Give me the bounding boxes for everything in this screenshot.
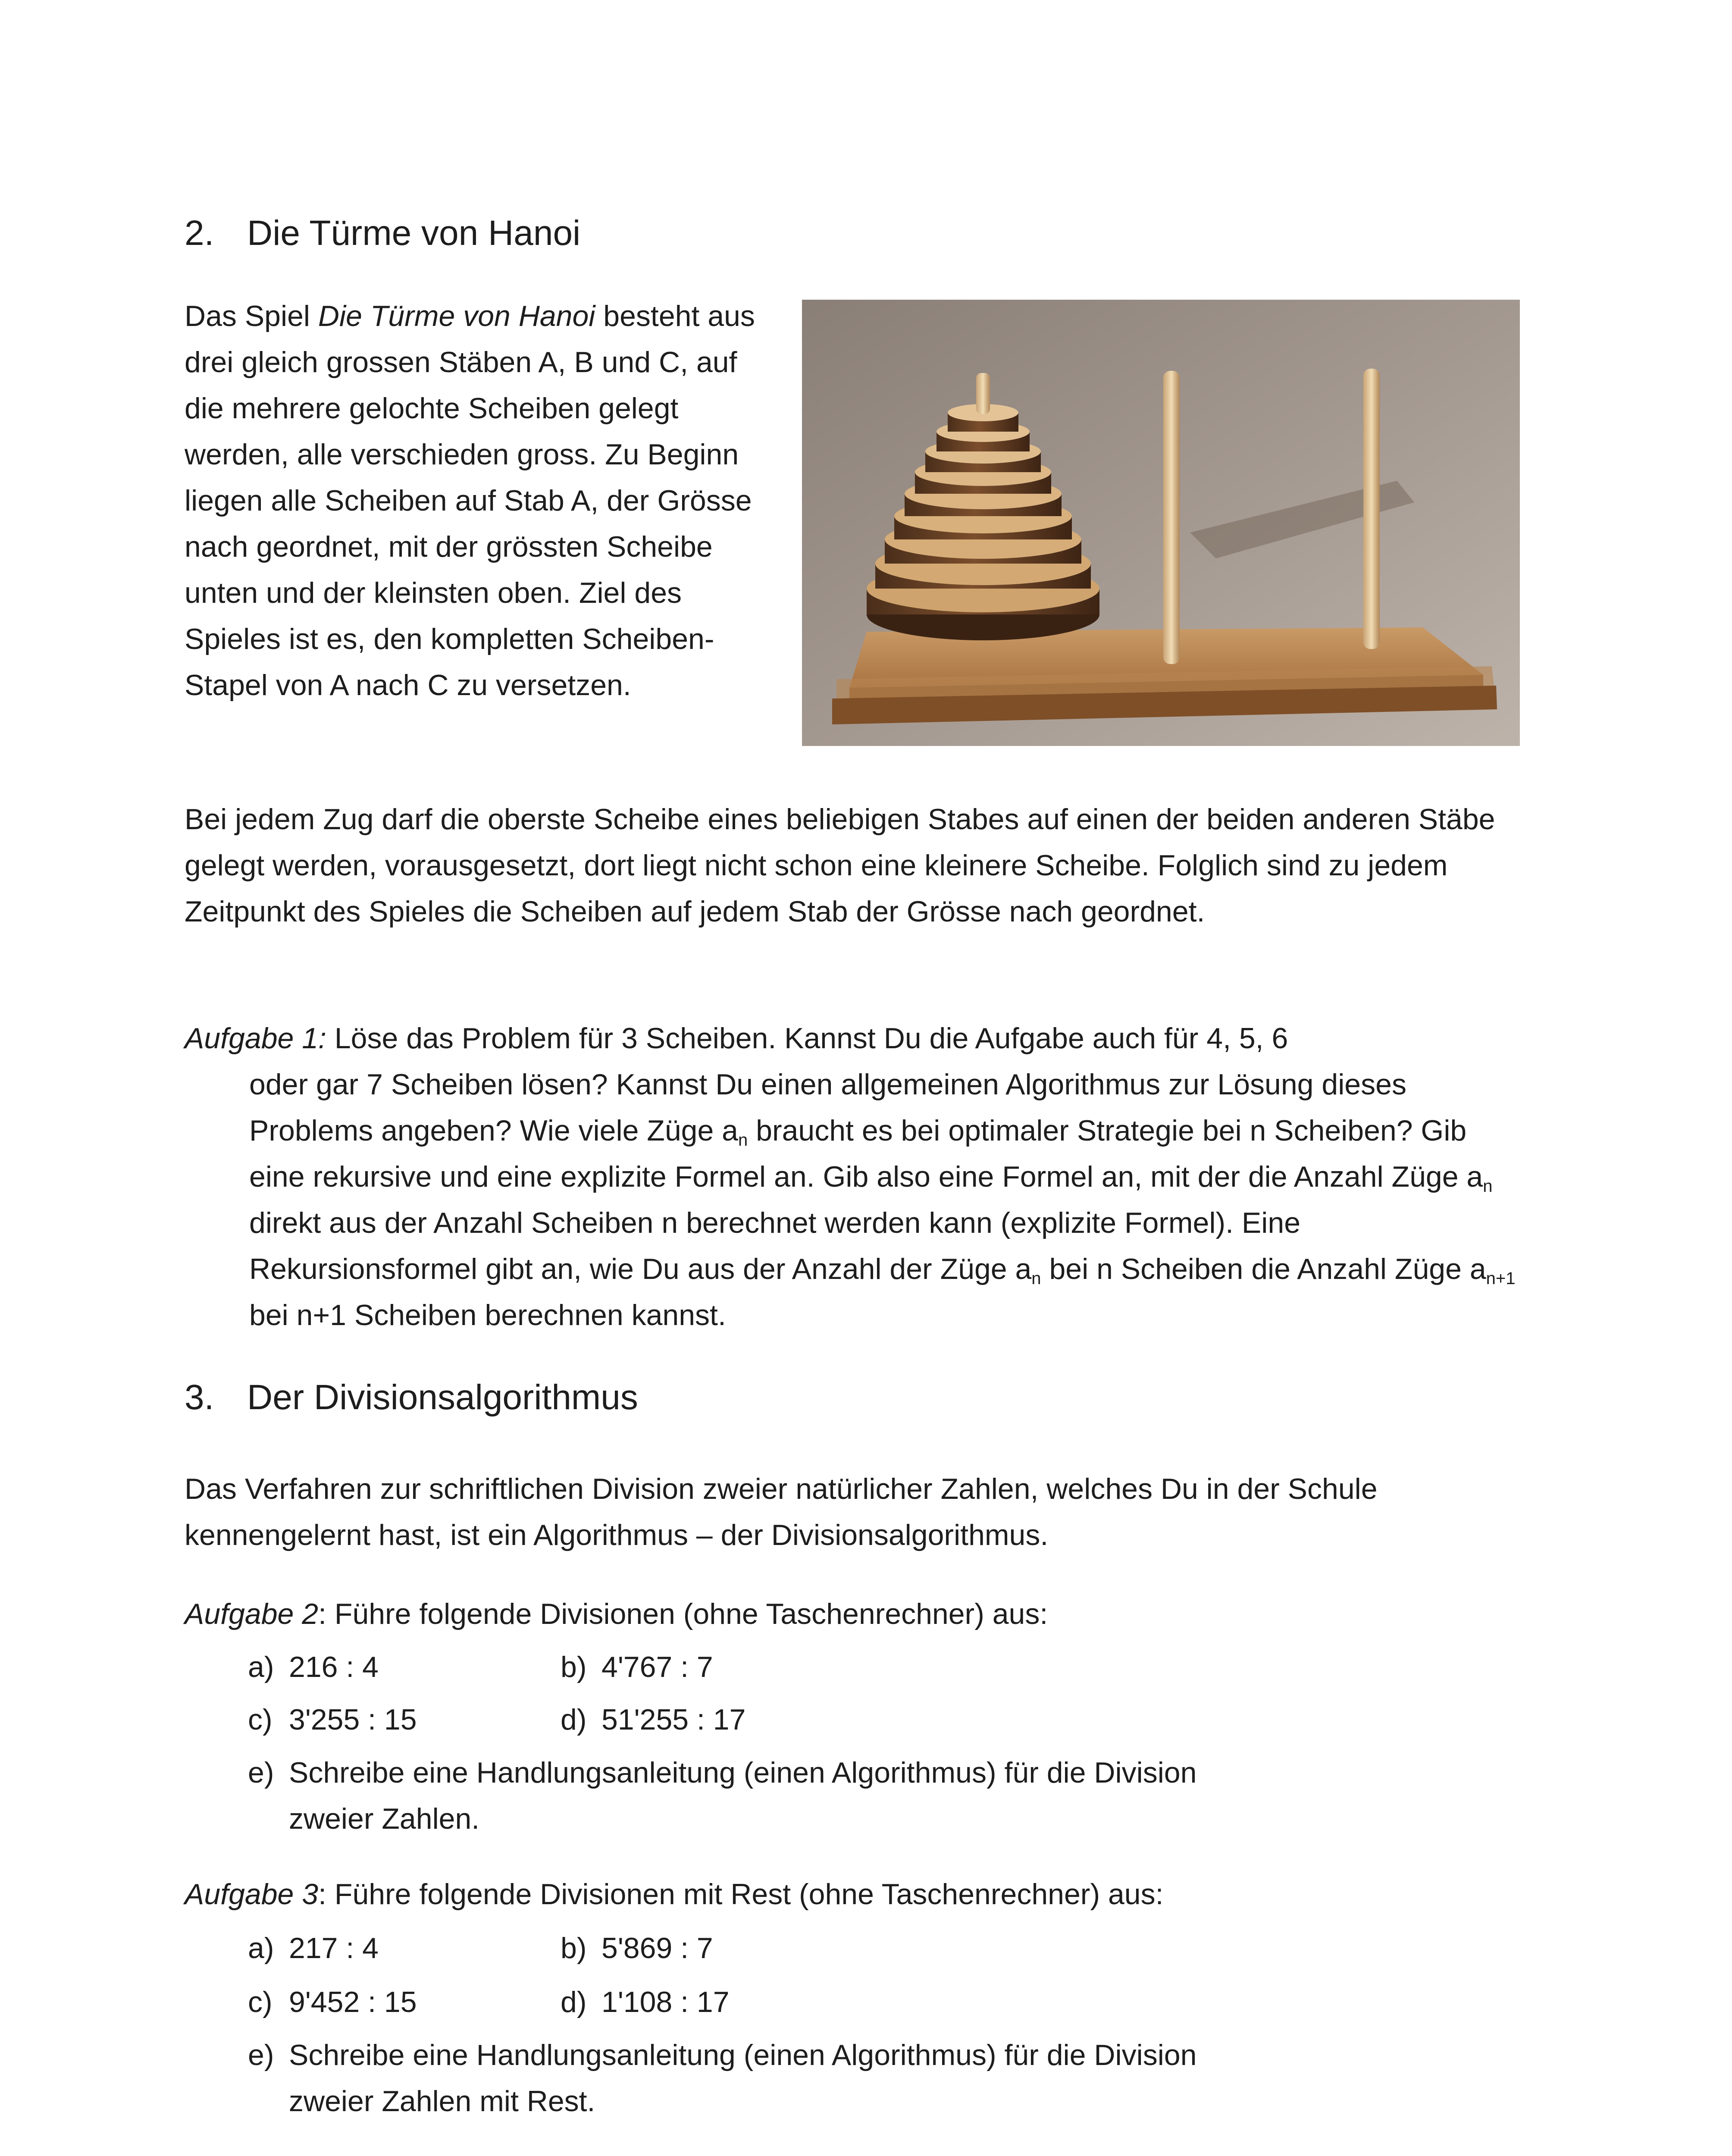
task-2-heading xyxy=(185,1591,1048,1637)
task-2-item-e xyxy=(248,1750,1196,1796)
item-label: d) xyxy=(561,1986,587,2018)
task-3-item-e xyxy=(248,2032,1196,2078)
item-label: b) xyxy=(561,1932,587,1965)
section-3-number: 3. xyxy=(185,1378,214,1417)
item-value: 5'869 : 7 xyxy=(601,1932,713,1965)
task-1-sub-n-3: n xyxy=(1031,1269,1041,1288)
task-1-label: Aufgabe 1: xyxy=(185,1022,326,1055)
task-1-continuation xyxy=(185,1062,1521,1338)
task-3-item-b xyxy=(561,1925,713,1971)
task-1 xyxy=(185,1015,1521,1338)
division-intro-paragraph: Das Verfahren zur schriftlichen Division zweier natürlicher Zahlen, welches Du in der Schule kennengelernt hast, ist ein Algorithmus – der Divisionsalgorithmus. xyxy=(185,1473,1378,1551)
task-3-heading xyxy=(185,1871,1164,1918)
task-3-item-d xyxy=(561,1979,730,2025)
intro-game-name: Die Türme von Hanoi xyxy=(318,300,595,332)
section-2-title: Die Türme von Hanoi xyxy=(247,213,581,253)
task-1-text-4: bei n Scheiben die Anzahl Züge a xyxy=(1041,1253,1486,1285)
hanoi-rules-paragraph: Bei jedem Zug darf die oberste Scheibe eines beliebigen Stabes auf einen der beiden anderen Stäbe gelegt werden, vorausgesetzt, dort liegt nicht schon eine kleinere Scheibe. Folglich sind zu jedem Zeitpunkt des Spieles die Scheiben auf jedem Stab der Grösse nach geordnet. xyxy=(185,803,1495,928)
task-1-sub-n-2: n xyxy=(1483,1177,1493,1196)
task-1-text-1: oder gar 7 Scheiben lösen? Kannst Du einen allgemeinen Algorithmus zur Lösung dieses Problems angeben? Wie viele Züge a xyxy=(249,1068,1406,1147)
task-3-label: Aufgabe 3 xyxy=(185,1878,319,1911)
item-label: a) xyxy=(248,1932,274,1965)
item-value: Schreibe eine Handlungsanleitung (einen Algorithmus) für die Division xyxy=(289,2039,1197,2071)
item-label: e) xyxy=(248,1756,274,1789)
task-1-sub-n-plus-1: n+1 xyxy=(1486,1269,1516,1288)
task-2-item-b xyxy=(561,1644,713,1690)
task-3-item-c xyxy=(248,1979,417,2025)
task-3-item-e-cont: zweier Zahlen mit Rest. xyxy=(289,2085,595,2118)
item-value: 9'452 : 15 xyxy=(289,1986,417,2018)
hanoi-intro-paragraph xyxy=(185,293,758,708)
task-3-text: : Führe folgende Divisionen mit Rest (ohne Taschenrechner) aus: xyxy=(318,1878,1164,1911)
item-value: 3'255 : 15 xyxy=(289,1703,417,1736)
item-value: 216 : 4 xyxy=(289,1651,379,1683)
task-2-item-a xyxy=(248,1644,379,1690)
item-label: c) xyxy=(248,1986,272,2018)
item-value: 51'255 : 17 xyxy=(601,1703,746,1736)
item-value: 217 : 4 xyxy=(289,1932,379,1965)
task-3-item-a xyxy=(248,1925,379,1971)
task-1-text-5: bei n+1 Scheiben berechnen kannst. xyxy=(249,1299,726,1332)
task-1-line1: Löse das Problem für 3 Scheiben. Kannst Du die Aufgabe auch für 4, 5, 6 xyxy=(326,1022,1288,1055)
item-label: e) xyxy=(248,2039,274,2071)
item-value: 1'108 : 17 xyxy=(601,1986,730,2018)
task-1-sub-n-1: n xyxy=(738,1131,748,1150)
task-1-text-2: braucht es bei optimaler Strategie bei n Scheiben? Gib eine rekursive und eine explizite Formel an. Gib also eine Formel an, mit der die Anzahl Züge a xyxy=(249,1114,1483,1193)
intro-text-pre: Das Spiel xyxy=(185,300,318,332)
item-label: c) xyxy=(248,1703,272,1736)
task-2-label: Aufgabe 2 xyxy=(185,1598,319,1630)
intro-text-post: besteht aus drei gleich grossen Stäben A, B und C, auf die mehrere gelochte Scheiben gelegt werden, alle verschieden gross. Zu Beginn liegen alle Scheiben auf Stab A, der Grösse nach geordnet, mit der grössten Scheibe unten und der kleinsten oben. Ziel des Spieles ist es, den kompletten Scheiben-Stapel von A nach C zu versetzen. xyxy=(185,300,755,702)
section-3-heading xyxy=(185,1380,638,1415)
item-value: Schreibe eine Handlungsanleitung (einen Algorithmus) für die Division xyxy=(289,1756,1197,1789)
item-label: b) xyxy=(561,1651,587,1683)
task-1-text-3: direkt aus der Anzahl Scheiben n berechnet werden kann (explizite Formel). Eine Rekursionsformel gibt an, wie Du aus der Anzahl der Züge a xyxy=(249,1206,1301,1285)
item-label: d) xyxy=(561,1703,587,1736)
task-2-item-d xyxy=(561,1697,745,1743)
section-2-heading xyxy=(185,213,581,253)
task-2-item-c xyxy=(248,1697,417,1743)
section-3-title: Der Divisionsalgorithmus xyxy=(247,1378,638,1417)
item-value: 4'767 : 7 xyxy=(601,1651,713,1683)
task-2-item-e-cont: zweier Zahlen. xyxy=(289,1802,480,1835)
task-2-text: : Führe folgende Divisionen (ohne Taschenrechner) aus: xyxy=(318,1598,1048,1630)
section-2-number: 2. xyxy=(185,213,214,253)
towers-of-hanoi-photo xyxy=(802,300,1520,746)
item-label: a) xyxy=(248,1651,274,1683)
